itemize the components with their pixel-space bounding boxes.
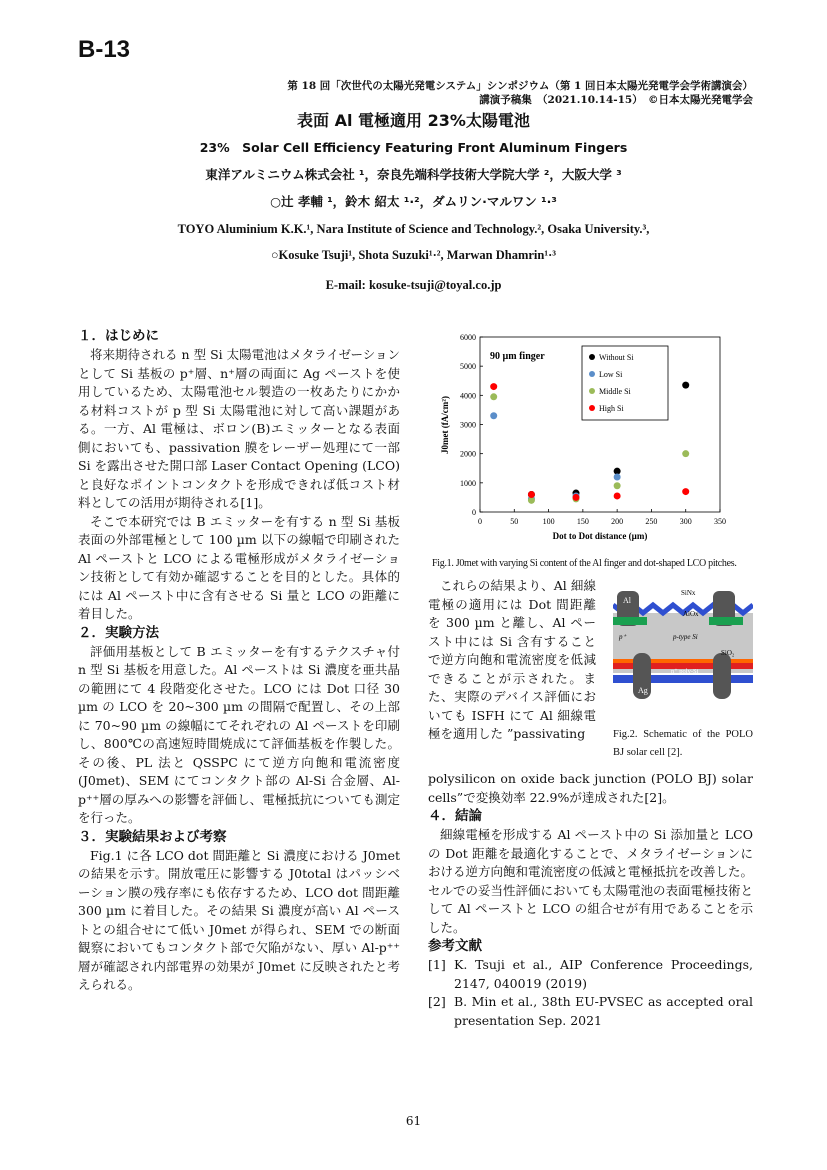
left-column: [78, 327, 400, 995]
session-code: B-13: [78, 36, 131, 63]
y-tick-label: 1000: [460, 478, 476, 488]
y-tick-label: 5000: [460, 362, 476, 372]
x-axis-label: Dot to Dot distance (µm): [552, 531, 648, 541]
x-tick-label: 250: [645, 517, 658, 526]
email: E-mail: kosuke-tsuji@toyal.co.jp: [325, 278, 502, 292]
results-paragraph-part-2: polysilicon on oxide back junction (POLO BJ) solar cells”で変換効率 22.9%が達成された[2]。: [428, 771, 753, 805]
label-p-type-si: p-type Si: [673, 633, 698, 641]
y-tick-label: 0: [472, 508, 476, 517]
x-tick-label: 0: [478, 517, 482, 526]
data-point: [682, 450, 689, 457]
legend-label: Low Si: [599, 370, 623, 379]
page-number: 61: [405, 1114, 422, 1128]
p-plus-region-right: [709, 617, 743, 625]
label-sinx: SiNx: [681, 589, 696, 597]
y-tick-label: 4000: [460, 391, 476, 401]
references-heading: 参考文献: [428, 938, 482, 954]
title-japanese: 表面 Al 電極適用 23%太陽電池: [297, 111, 530, 130]
y-tick-label: 6000: [460, 333, 476, 342]
results-paragraph-narrow: [428, 577, 596, 744]
fig2-solar-cell-schematic: [613, 583, 753, 703]
ag-contact-right: [713, 653, 731, 699]
data-point: [490, 412, 497, 419]
legend-marker: [589, 371, 595, 377]
label-al: Al: [623, 596, 631, 605]
x-tick-label: 50: [510, 517, 519, 526]
fig2-caption: Fig.2. Schematic of the POLO BJ solar cell [2].: [613, 729, 753, 758]
title-english: 23% Solar Cell Efficiency Featuring Front Aluminum Fingers: [199, 140, 628, 155]
finger-width-annotation: 90 µm finger: [490, 351, 545, 362]
legend-label: Without Si: [599, 353, 634, 362]
label-p-plus: p⁺: [619, 633, 627, 641]
affiliations-japanese: 東洋アルミニウム株式会社 ¹，奈良先端科学技術大学院大学 ²，大阪大学 ³: [205, 167, 622, 182]
label-ag: Ag: [638, 686, 648, 695]
section-2-heading: ２．実験方法: [78, 624, 159, 641]
data-point: [614, 492, 621, 499]
x-tick-label: 100: [542, 517, 555, 526]
section-1-paragraph-2: そこで本研究では B エミッターを有する n 型 Si 基板表面の外部電極として 100 µm 以下の線幅で印刷された Al ペーストと LCO による電極形成がメタライゼーション技術として有効か確認することを目的とした。具体的には Al ペースト中に含有させる Si 量と LCO の距離に着目した。: [78, 513, 400, 621]
data-point: [682, 488, 689, 495]
data-point: [528, 491, 535, 498]
section-1-paragraph-1: 将来期待される n 型 Si 太陽電池はメタライゼーションとして Si 基板の p⁺層、n⁺層の両面に Ag ペーストを使用しているため、太陽電池セル製造の一枚あたりにかかる材料コストが p 型 Si 太陽電池に対して高い課題がある。一方、Al 電極は、ボロン(B)エミッターとなる表面側においても、passivation 膜をレーザー処理にて一部 Si を露出させた開口部 Laser Contact Opening (LCO)と良好なポイントコンタクトを形成できれば低コスト材料としての活用が期待される[1]。: [78, 347, 400, 510]
section-2-paragraph: 評価用基板として B エミッターを有するテクスチャ付 n 型 Si 基板を用意した。Al ペーストは Si 濃度を亜共晶の範囲にて 4 段階変化させた。LCO には Dot 口径 30 µm の LCO を 20~300 µm の間隔で配置し、その上部に 70~90 µm の線幅にてそれぞれの Al ペーストを印刷し、800℃の高速短時間焼成にて評価基板を作製した。その後、PL 法と QSSPC にて逆方向飽和電流密度(J0met)、SEM にてコンタクト部の Al-Si 合金層、Al-p⁺⁺層の厚みへの影響を評価し、電極抵抗についても測定を行った。: [78, 643, 400, 825]
label-alox: AlOx: [683, 610, 699, 618]
section-3-heading: ３．実験結果および考察: [78, 828, 227, 845]
results-paragraph-part-1: これらの結果より、Al 細線電極の適用には Dot 間距離を 300 µm と離し、Al ペースト中には Si 含有することで逆方向飽和電流密度を低減できることが示された。また、実際のデバイス評価においても ISFH にて Al 細線電極を適用した ”passivating: [428, 578, 596, 741]
legend-label: Middle Si: [599, 387, 631, 396]
symposium-header: 第 18 回「次世代の太陽光発電システム」シンポジウム（第 1 回日本太陽光発電学会学術講演会）: [287, 80, 753, 92]
legend-marker: [589, 388, 595, 394]
section-1-heading: １．はじめに: [78, 328, 159, 344]
legend-label: High Si: [599, 404, 624, 413]
reference-item: [1] K. Tsuji et al., AIP Conference Proceedings, 2147, 040019 (2019): [428, 957, 753, 991]
data-point: [573, 494, 580, 501]
y-axis-label: J0met (fA/cm²): [440, 396, 450, 454]
data-point: [682, 382, 689, 389]
authors-english: ○Kosuke Tsuji¹, Shota Suzuki¹·², Marwan Dhamrin¹·³: [270, 248, 557, 262]
x-tick-label: 200: [611, 517, 624, 526]
section-3-paragraph: Fig.1 に各 LCO dot 間距離と Si 濃度における J0met の結果を示す。開放電圧に影響する J0total はパッシベーション膜の残存率にも依存するため、LCO dot 間距離 300 µm に着目した。その結果 Si 濃度が高い Al ペーストとの組合せにて低い J0met が得られ、SEM での断面観察においてもコンタクト部で欠陥がない、厚い Al-p⁺⁺層が確認され内部電界の効果が J0met に反映されたと考えられる。: [78, 847, 400, 992]
y-tick-label: 3000: [460, 420, 476, 430]
x-tick-label: 350: [714, 517, 726, 526]
data-point: [614, 474, 621, 481]
legend-marker: [589, 405, 595, 411]
fig1-scatter-chart: [432, 327, 752, 552]
authors-japanese: ○辻 孝輔 ¹，鈴木 紹太 ¹·²，ダムリン·マルワン ¹·³: [270, 194, 557, 209]
y-tick-label: 2000: [460, 449, 476, 459]
section-4-heading: ４．結論: [428, 808, 482, 824]
reference-list: [428, 956, 753, 1030]
section-4-paragraph: 細線電極を形成する Al ペースト中の Si 添加量と LCO の Dot 距離を最適化することで、メタライゼーションにおける逆方向飽和電流密度の低減と電極抵抗を改善した。セルでの妥当性評価においても太陽電池の表面電極技術として Al ペーストと LCO の組合せが有用であることを示した。: [428, 827, 754, 935]
proceedings-header: 講演予稿集 （2021.10.14-15） ©日本太陽光発電学会: [479, 94, 753, 106]
p-plus-region-left: [613, 617, 647, 625]
right-column: [428, 770, 753, 1030]
data-point: [490, 393, 497, 400]
data-point: [614, 482, 621, 489]
x-tick-label: 150: [576, 517, 589, 526]
fig1-caption: Fig.1. J0met with varying Si content of the Al finger and dot-shaped LCO pitches.: [432, 558, 737, 569]
label-n-poly-si: n⁺ poly-Si: [671, 668, 699, 675]
label-sio2: SiO₂: [721, 649, 735, 657]
affiliations-english: TOYO Aluminium K.K.¹, Nara Institute of Science and Technology.², Osaka University.³,: [177, 222, 650, 236]
reference-item: [2] B. Min et al., 38th EU-PVSEC as accepted oral presentation Sep. 2021: [428, 994, 753, 1028]
legend-marker: [589, 354, 595, 360]
x-tick-label: 300: [679, 517, 692, 526]
data-point: [490, 383, 497, 390]
